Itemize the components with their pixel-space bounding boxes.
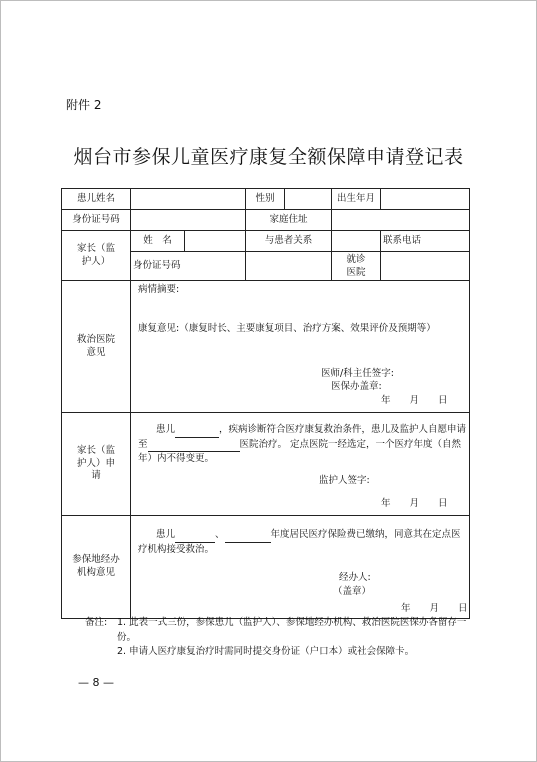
rehab-label: 康复意见:（康复时长、主要康复项目、治疗方案、效果评价及预期等）: [138, 323, 436, 334]
guardian-name-field[interactable]: [185, 231, 246, 252]
parent-date-label: 年 月 日: [381, 498, 448, 509]
agency-opinion-cell[interactable]: [131, 516, 470, 619]
guardian-id-label-cell: [131, 252, 246, 281]
gender-label: 性别: [246, 189, 285, 210]
notes: [85, 616, 477, 660]
child-name-blank[interactable]: [175, 437, 219, 438]
note-item-2: 2. 申请人医疗康复治疗时需同时提交身份证（户口本）或社会保障卡。: [117, 646, 415, 658]
hospital-section-label: 救治医院意见: [62, 281, 131, 413]
clinic-field[interactable]: [381, 252, 470, 281]
hospital-opinion-cell[interactable]: [131, 281, 470, 413]
page-number: — 8 —: [78, 676, 114, 689]
phone-label: 联系电话: [383, 234, 422, 246]
registration-form: [61, 188, 470, 619]
birth-field[interactable]: [381, 189, 470, 210]
agency-date-label: 年 月 日: [401, 603, 468, 614]
doctor-sign-label: 医师/科主任签字:: [321, 368, 394, 379]
page-title: 烟台市参保儿童医疗康复全额保障申请登记表: [73, 146, 464, 168]
note-item-1: 1. 此表一式三份，参保患儿（监护人）、参保地经办机构、救治医院医保办各留存一份。: [117, 617, 467, 643]
parent-application-cell[interactable]: [131, 413, 470, 516]
summary-label: 病情摘要:: [138, 284, 180, 295]
id-number-label: 身份证号码: [62, 210, 131, 231]
clinic-label: 就诊医院: [332, 252, 381, 281]
guardian-section-label: 家长（监护人）: [62, 231, 131, 281]
address-label: 家庭住址: [246, 210, 332, 231]
birth-label: 出生年月: [332, 189, 381, 210]
gender-field[interactable]: [285, 189, 332, 210]
notes-label: 备注:: [85, 617, 108, 628]
relation-label: 与患者关系: [246, 231, 332, 252]
handler-label: 经办人:: [339, 572, 371, 583]
id-number-field[interactable]: [131, 210, 246, 231]
parent-section-label: 家长（监护人）申请: [62, 413, 131, 516]
address-field[interactable]: [332, 210, 470, 231]
guardian-id-label: 身份证号码: [133, 259, 181, 271]
guardian-id-field[interactable]: [246, 252, 332, 281]
stamp-label: 医保办盖章:: [331, 381, 382, 392]
hospital-date-label: 年 月 日: [381, 395, 448, 406]
agency-child-blank[interactable]: [175, 542, 215, 543]
phone-cell[interactable]: [381, 231, 470, 252]
agency-text: 患儿 、 年度居民医疗保险费已缴纳，同意其在定点医疗机构接受救治。: [138, 529, 461, 555]
agency-stamp-label: （盖章）: [333, 586, 372, 597]
agency-section-label: 参保地经办机构意见: [62, 516, 131, 619]
guardian-name-label: 姓 名: [131, 231, 185, 252]
child-name-label: 患儿姓名: [62, 189, 131, 210]
child-name-field[interactable]: [131, 189, 246, 210]
parent-text: 患儿 ，疾病诊断符合医疗康复救治条件，患儿及监护人自愿申请至 医院治疗。 定点医院一经选定，一个医疗年度（自然年）内不得变更。: [138, 424, 467, 465]
relation-field[interactable]: [332, 231, 381, 252]
guardian-sign-label: 监护人签字:: [319, 475, 370, 486]
agency-year-blank[interactable]: [225, 542, 271, 543]
attachment-label: 附件 2: [66, 98, 102, 112]
